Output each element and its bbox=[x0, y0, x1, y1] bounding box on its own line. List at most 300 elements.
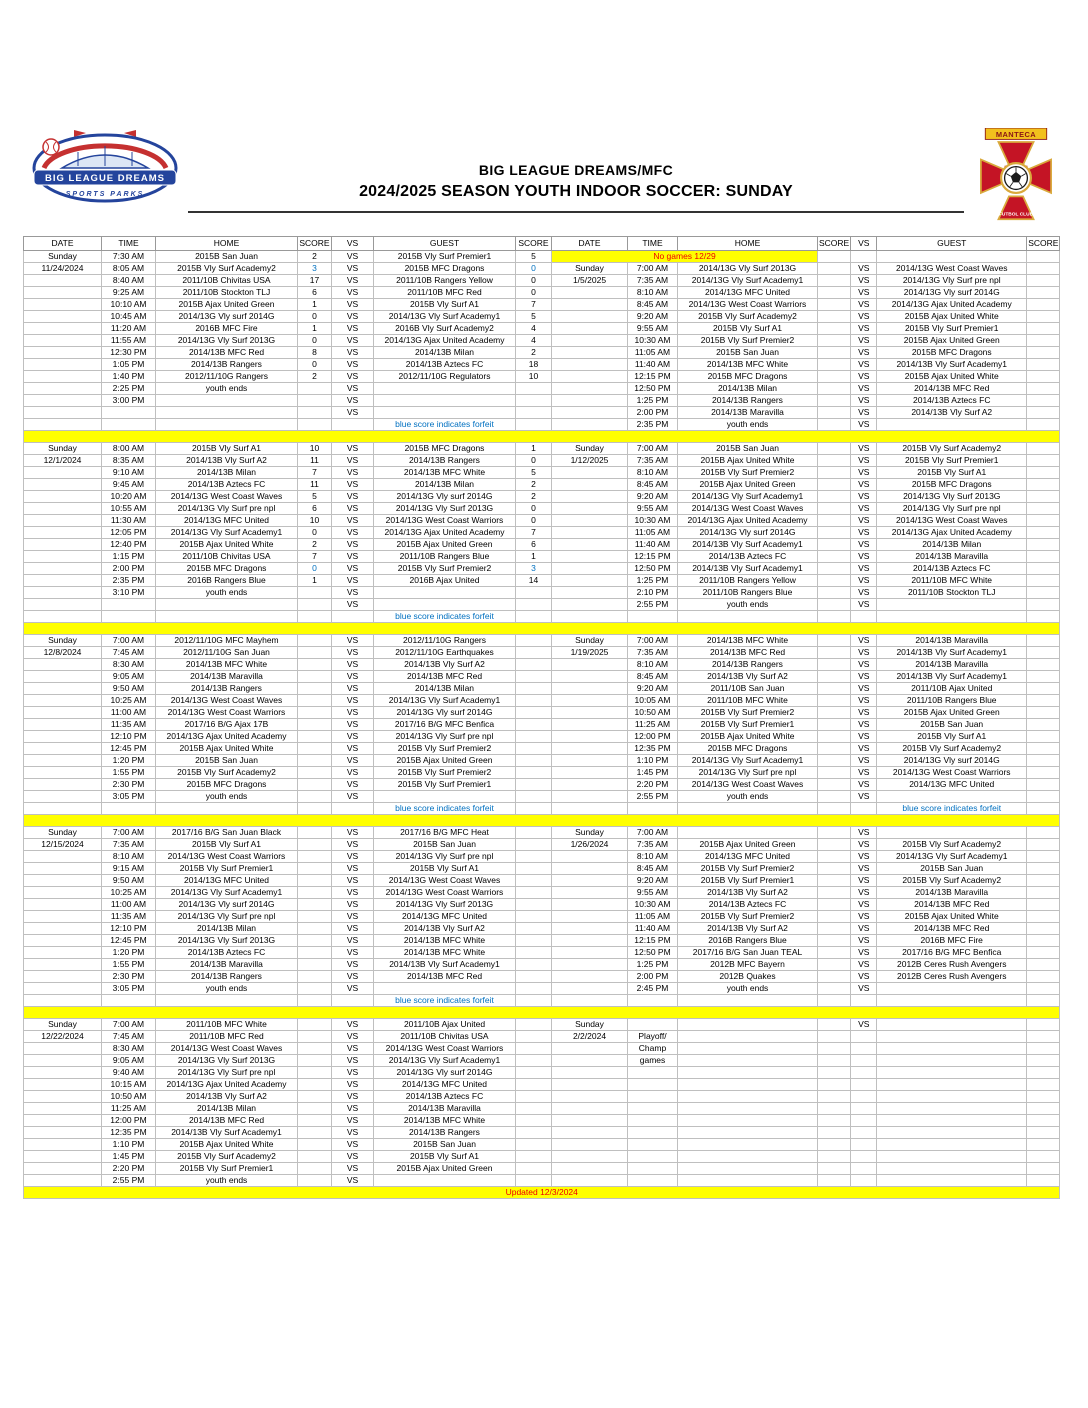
vs-cell: VS bbox=[851, 755, 877, 767]
schedule-row bbox=[24, 467, 1060, 479]
vs-cell: VS bbox=[851, 731, 877, 743]
vs-cell: VS bbox=[851, 779, 877, 791]
guest-cell bbox=[374, 599, 516, 611]
date-cell bbox=[24, 575, 102, 587]
home-score-cell bbox=[818, 995, 851, 1007]
vs-cell bbox=[851, 1091, 877, 1103]
date-cell: Sunday bbox=[24, 827, 102, 839]
time-cell: 1:40 PM bbox=[102, 371, 156, 383]
time-cell: 10:25 AM bbox=[102, 887, 156, 899]
vs-cell bbox=[851, 1139, 877, 1151]
home-score-cell: 10 bbox=[298, 515, 332, 527]
home-cell: 2015B Ajax United White bbox=[678, 455, 818, 467]
home-score-cell bbox=[298, 887, 332, 899]
time-cell: 10:20 AM bbox=[102, 491, 156, 503]
date-cell bbox=[24, 287, 102, 299]
vs-cell: VS bbox=[332, 635, 374, 647]
home-score-cell bbox=[298, 827, 332, 839]
date-cell bbox=[24, 695, 102, 707]
home-score-cell bbox=[818, 359, 851, 371]
home-score-cell bbox=[298, 875, 332, 887]
home-score-cell bbox=[818, 899, 851, 911]
guest-cell: 2011/10B Rangers Blue bbox=[877, 695, 1027, 707]
column-header: VS bbox=[851, 237, 877, 251]
time-cell bbox=[628, 1127, 678, 1139]
home-cell: 2015B Vly Surf Premier2 bbox=[678, 467, 818, 479]
schedule-row bbox=[24, 419, 1060, 431]
home-cell bbox=[678, 1055, 818, 1067]
time-cell: 8:10 AM bbox=[628, 659, 678, 671]
time-cell: 8:10 AM bbox=[628, 287, 678, 299]
date-cell bbox=[552, 923, 628, 935]
header-row bbox=[24, 237, 1060, 251]
guest-score-cell bbox=[1027, 359, 1060, 371]
vs-cell bbox=[851, 1115, 877, 1127]
guest-score-cell bbox=[1027, 335, 1060, 347]
home-score-cell bbox=[298, 635, 332, 647]
date-cell bbox=[552, 1079, 628, 1091]
guest-cell: 2015B Vly Surf A1 bbox=[877, 467, 1027, 479]
home-cell: 2014/13B Rangers bbox=[156, 971, 298, 983]
home-cell: 2014/13B MFC White bbox=[678, 635, 818, 647]
date-cell bbox=[24, 587, 102, 599]
home-cell: 2015B Vly Surf Premier1 bbox=[156, 1163, 298, 1175]
guest-cell: 2011/10B Ajax United bbox=[374, 1019, 516, 1031]
guest-score-cell bbox=[1027, 635, 1060, 647]
time-cell: 12:30 PM bbox=[102, 347, 156, 359]
guest-cell bbox=[877, 419, 1027, 431]
time-cell: 7:00 AM bbox=[628, 635, 678, 647]
date-cell bbox=[24, 491, 102, 503]
time-cell: 9:55 AM bbox=[628, 503, 678, 515]
home-score-cell bbox=[818, 1079, 851, 1091]
schedule-row bbox=[24, 767, 1060, 779]
vs-cell: VS bbox=[851, 491, 877, 503]
schedule-row bbox=[24, 743, 1060, 755]
home-cell: 2014/13B MFC Red bbox=[678, 647, 818, 659]
date-cell: Sunday bbox=[24, 443, 102, 455]
guest-cell: 2012B Ceres Rush Avengers bbox=[877, 971, 1027, 983]
guest-cell: 2015B MFC Dragons bbox=[374, 443, 516, 455]
time-cell: 2:55 PM bbox=[628, 791, 678, 803]
guest-cell: 2017/16 B/G MFC Benfica bbox=[374, 719, 516, 731]
date-cell bbox=[24, 719, 102, 731]
home-score-cell bbox=[818, 1067, 851, 1079]
date-cell bbox=[24, 419, 102, 431]
home-cell: 2017/16 B/G San Juan Black bbox=[156, 827, 298, 839]
home-score-cell bbox=[818, 719, 851, 731]
guest-score-cell bbox=[1027, 1115, 1060, 1127]
home-score-cell bbox=[818, 983, 851, 995]
guest-cell: 2014/13B Aztecs FC bbox=[877, 563, 1027, 575]
youth-ends-cell: youth ends bbox=[156, 587, 298, 599]
guest-score-cell: 2 bbox=[516, 347, 552, 359]
schedule-row bbox=[24, 287, 1060, 299]
guest-cell: 2011/10B Rangers Blue bbox=[374, 551, 516, 563]
guest-score-cell: 0 bbox=[516, 503, 552, 515]
date-cell bbox=[24, 599, 102, 611]
vs-cell: VS bbox=[851, 827, 877, 839]
vs-cell: VS bbox=[851, 1019, 877, 1031]
guest-score-cell bbox=[516, 1163, 552, 1175]
time-cell: 8:30 AM bbox=[102, 1043, 156, 1055]
column-header: SCORE bbox=[818, 237, 851, 251]
guest-score-cell bbox=[1027, 983, 1060, 995]
vs-cell: VS bbox=[332, 527, 374, 539]
date-cell bbox=[24, 683, 102, 695]
guest-cell: 2015B San Juan bbox=[374, 1139, 516, 1151]
time-cell: 10:50 AM bbox=[628, 707, 678, 719]
home-cell bbox=[156, 803, 298, 815]
date-cell bbox=[24, 707, 102, 719]
column-header: SCORE bbox=[1027, 237, 1060, 251]
date-cell bbox=[552, 515, 628, 527]
vs-cell: VS bbox=[332, 311, 374, 323]
guest-cell bbox=[877, 251, 1027, 263]
guest-cell: 2014/13B MFC White bbox=[374, 467, 516, 479]
separator-row bbox=[24, 815, 1060, 827]
date-cell bbox=[552, 755, 628, 767]
home-score-cell bbox=[818, 1127, 851, 1139]
home-cell: 2014/13G West Coast Waves bbox=[156, 1043, 298, 1055]
guest-cell: 2015B Vly Surf Academy2 bbox=[877, 839, 1027, 851]
guest-score-cell bbox=[516, 791, 552, 803]
time-cell: 12:15 PM bbox=[628, 551, 678, 563]
time-cell: 9:05 AM bbox=[102, 1055, 156, 1067]
date-cell bbox=[24, 731, 102, 743]
time-cell: 12:10 PM bbox=[102, 923, 156, 935]
guest-cell: 2014/13B Vly Surf A2 bbox=[374, 659, 516, 671]
vs-cell: VS bbox=[851, 983, 877, 995]
home-cell: 2015B Ajax United White bbox=[156, 743, 298, 755]
vs-cell bbox=[851, 1079, 877, 1091]
date-cell bbox=[24, 479, 102, 491]
schedule-row bbox=[24, 899, 1060, 911]
guest-cell: 2016B Ajax United bbox=[374, 575, 516, 587]
time-cell: 7:45 AM bbox=[102, 647, 156, 659]
date-cell bbox=[24, 311, 102, 323]
schedule-row bbox=[24, 887, 1060, 899]
date-cell bbox=[552, 959, 628, 971]
home-cell: 2014/13B Rangers bbox=[156, 683, 298, 695]
time-cell bbox=[628, 803, 678, 815]
home-cell: 2014/13B Aztecs FC bbox=[678, 899, 818, 911]
youth-ends-cell: youth ends bbox=[156, 383, 298, 395]
time-cell: 9:10 AM bbox=[102, 467, 156, 479]
home-score-cell bbox=[818, 599, 851, 611]
date-cell bbox=[24, 899, 102, 911]
vs-cell: VS bbox=[851, 419, 877, 431]
home-score-cell bbox=[818, 923, 851, 935]
schedule-row bbox=[24, 839, 1060, 851]
guest-cell: 2014/13G Ajax United Academy bbox=[877, 527, 1027, 539]
date-cell bbox=[552, 611, 628, 623]
vs-cell bbox=[851, 1103, 877, 1115]
home-cell: 2016B Rangers Blue bbox=[156, 575, 298, 587]
schedule-row bbox=[24, 1067, 1060, 1079]
guest-cell: 2014/13B Milan bbox=[374, 479, 516, 491]
home-score-cell bbox=[818, 395, 851, 407]
date-cell bbox=[552, 599, 628, 611]
guest-cell: 2014/13G Vly surf 2014G bbox=[374, 1067, 516, 1079]
date-cell bbox=[552, 419, 628, 431]
updated-note: Updated 12/3/2024 bbox=[24, 1187, 1060, 1199]
guest-cell: 2014/13G West Coast Warriors bbox=[374, 887, 516, 899]
guest-score-cell bbox=[516, 803, 552, 815]
home-score-cell bbox=[298, 1031, 332, 1043]
guest-score-cell: 5 bbox=[516, 251, 552, 263]
date-cell bbox=[24, 971, 102, 983]
guest-cell: 2014/13G Vly Surf pre npl bbox=[374, 731, 516, 743]
home-cell: 2014/13G Vly surf 2014G bbox=[678, 527, 818, 539]
guest-score-cell: 1 bbox=[516, 443, 552, 455]
date-cell bbox=[552, 863, 628, 875]
baseball-icon bbox=[43, 139, 59, 155]
home-cell: 2012B MFC Bayern bbox=[678, 959, 818, 971]
guest-score-cell bbox=[1027, 755, 1060, 767]
date-cell bbox=[24, 791, 102, 803]
schedule-row bbox=[24, 875, 1060, 887]
guest-cell bbox=[374, 983, 516, 995]
guest-score-cell bbox=[516, 827, 552, 839]
vs-cell: VS bbox=[332, 1127, 374, 1139]
guest-score-cell bbox=[516, 875, 552, 887]
home-score-cell bbox=[818, 971, 851, 983]
date-cell bbox=[24, 1067, 102, 1079]
vs-cell bbox=[851, 1151, 877, 1163]
home-cell: 2014/13G West Coast Warriors bbox=[156, 851, 298, 863]
date-cell: 12/22/2024 bbox=[24, 1031, 102, 1043]
time-cell: 2:20 PM bbox=[628, 779, 678, 791]
home-cell: 2014/13G Vly Surf pre npl bbox=[156, 1067, 298, 1079]
guest-score-cell bbox=[1027, 527, 1060, 539]
home-cell: 2011/10B Stockton TLJ bbox=[156, 287, 298, 299]
home-score-cell bbox=[818, 779, 851, 791]
guest-score-cell bbox=[1027, 323, 1060, 335]
vs-cell: VS bbox=[332, 983, 374, 995]
guest-score-cell bbox=[1027, 827, 1060, 839]
guest-score-cell bbox=[1027, 887, 1060, 899]
home-score-cell bbox=[298, 1079, 332, 1091]
date-cell: Sunday bbox=[552, 635, 628, 647]
guest-cell: 2015B Ajax United Green bbox=[877, 707, 1027, 719]
home-cell: 2015B Vly Surf A1 bbox=[156, 443, 298, 455]
guest-score-cell bbox=[516, 647, 552, 659]
time-cell: 2:45 PM bbox=[628, 983, 678, 995]
home-score-cell bbox=[818, 1091, 851, 1103]
home-score-cell bbox=[298, 755, 332, 767]
home-cell: 2015B Ajax United Green bbox=[156, 299, 298, 311]
schedule-row bbox=[24, 851, 1060, 863]
guest-cell bbox=[374, 407, 516, 419]
home-score-cell bbox=[818, 1043, 851, 1055]
time-cell: 11:00 AM bbox=[102, 707, 156, 719]
home-score-cell bbox=[298, 1067, 332, 1079]
date-cell bbox=[552, 311, 628, 323]
guest-cell: 2014/13G Vly Surf 2013G bbox=[374, 503, 516, 515]
time-cell: 7:30 AM bbox=[102, 251, 156, 263]
home-cell: 2015B Vly Surf Premier2 bbox=[678, 707, 818, 719]
guest-cell bbox=[374, 395, 516, 407]
vs-cell: VS bbox=[851, 743, 877, 755]
guest-score-cell bbox=[516, 863, 552, 875]
vs-cell: VS bbox=[332, 479, 374, 491]
home-score-cell bbox=[818, 455, 851, 467]
guest-cell bbox=[877, 1151, 1027, 1163]
guest-cell bbox=[877, 995, 1027, 1007]
guest-score-cell bbox=[1027, 1079, 1060, 1091]
vs-cell: VS bbox=[851, 851, 877, 863]
time-cell: 7:35 AM bbox=[628, 455, 678, 467]
guest-score-cell bbox=[1027, 995, 1060, 1007]
guest-cell: 2015B Vly Surf Premier2 bbox=[374, 743, 516, 755]
guest-score-cell bbox=[516, 1091, 552, 1103]
date-cell bbox=[552, 1151, 628, 1163]
guest-score-cell bbox=[1027, 587, 1060, 599]
guest-cell: 2014/13B Vly Surf A2 bbox=[877, 407, 1027, 419]
home-score-cell bbox=[818, 527, 851, 539]
guest-cell: 2014/13B MFC White bbox=[374, 935, 516, 947]
date-cell bbox=[24, 947, 102, 959]
guest-score-cell bbox=[516, 995, 552, 1007]
time-cell: 12:15 PM bbox=[628, 935, 678, 947]
home-cell: 2015B Vly Surf Premier1 bbox=[156, 863, 298, 875]
guest-cell: 2014/13G West Coast Waves bbox=[877, 515, 1027, 527]
guest-cell: 2015B Ajax United White bbox=[877, 911, 1027, 923]
home-score-cell bbox=[298, 719, 332, 731]
date-cell bbox=[24, 323, 102, 335]
guest-cell: 2017/16 B/G MFC Heat bbox=[374, 827, 516, 839]
guest-cell: 2014/13B MFC Red bbox=[374, 671, 516, 683]
date-cell: 12/8/2024 bbox=[24, 647, 102, 659]
schedule-row bbox=[24, 371, 1060, 383]
home-cell: 2014/13B Aztecs FC bbox=[678, 551, 818, 563]
vs-cell: VS bbox=[851, 287, 877, 299]
guest-cell: 2015B Ajax United Green bbox=[374, 539, 516, 551]
home-cell: 2016B Rangers Blue bbox=[678, 935, 818, 947]
time-cell: 12:45 PM bbox=[102, 935, 156, 947]
time-cell: 1:15 PM bbox=[102, 551, 156, 563]
guest-score-cell bbox=[1027, 563, 1060, 575]
guest-cell bbox=[877, 1127, 1027, 1139]
date-cell bbox=[24, 335, 102, 347]
date-cell: Sunday bbox=[24, 251, 102, 263]
guest-score-cell bbox=[516, 1103, 552, 1115]
vs-cell: VS bbox=[332, 959, 374, 971]
guest-score-cell bbox=[516, 587, 552, 599]
guest-cell: 2015B Vly Surf Academy2 bbox=[877, 743, 1027, 755]
date-cell bbox=[24, 1115, 102, 1127]
vs-cell: VS bbox=[332, 887, 374, 899]
home-score-cell bbox=[298, 899, 332, 911]
home-cell: 2014/13B MFC Red bbox=[156, 347, 298, 359]
vs-cell bbox=[851, 251, 877, 263]
guest-score-cell: 10 bbox=[516, 371, 552, 383]
home-score-cell bbox=[298, 383, 332, 395]
guest-cell: 2014/13B Vly Surf Academy1 bbox=[374, 959, 516, 971]
guest-score-cell bbox=[1027, 923, 1060, 935]
guest-score-cell bbox=[516, 1055, 552, 1067]
schedule-row bbox=[24, 1175, 1060, 1187]
time-cell: 12:10 PM bbox=[102, 731, 156, 743]
guest-score-cell: 2 bbox=[516, 479, 552, 491]
date-cell: 12/1/2024 bbox=[24, 455, 102, 467]
home-score-cell: 3 bbox=[298, 263, 332, 275]
column-header: TIME bbox=[102, 237, 156, 251]
time-cell bbox=[628, 1067, 678, 1079]
time-cell: 1:10 PM bbox=[628, 755, 678, 767]
home-cell: 2014/13G Ajax United Academy bbox=[678, 515, 818, 527]
vs-cell: VS bbox=[332, 491, 374, 503]
guest-cell: 2016B Vly Surf Academy2 bbox=[374, 323, 516, 335]
guest-cell: 2014/13B Vly Surf Academy1 bbox=[877, 671, 1027, 683]
guest-score-cell bbox=[516, 959, 552, 971]
home-cell: 2014/13B Milan bbox=[156, 467, 298, 479]
vs-cell: VS bbox=[332, 599, 374, 611]
guest-score-cell bbox=[516, 887, 552, 899]
date-cell bbox=[24, 1139, 102, 1151]
schedule-row bbox=[24, 479, 1060, 491]
time-cell bbox=[628, 611, 678, 623]
vs-cell: VS bbox=[332, 263, 374, 275]
guest-cell: 2014/13G Vly Surf pre npl bbox=[877, 503, 1027, 515]
guest-score-cell bbox=[1027, 599, 1060, 611]
time-cell: 2:30 PM bbox=[102, 779, 156, 791]
guest-score-cell bbox=[1027, 803, 1060, 815]
guest-score-cell bbox=[516, 923, 552, 935]
time-cell: 2:10 PM bbox=[628, 587, 678, 599]
home-cell: 2015B Vly Surf Premier1 bbox=[678, 875, 818, 887]
time-cell: 10:30 AM bbox=[628, 515, 678, 527]
guest-cell bbox=[374, 383, 516, 395]
guest-score-cell bbox=[1027, 947, 1060, 959]
home-cell: 2014/13G West Coast Warriors bbox=[156, 707, 298, 719]
guest-cell: 2015B Vly Surf Premier1 bbox=[374, 779, 516, 791]
guest-cell bbox=[877, 1055, 1027, 1067]
time-cell: 7:35 AM bbox=[628, 647, 678, 659]
vs-cell: VS bbox=[851, 443, 877, 455]
time-cell: 1:25 PM bbox=[628, 575, 678, 587]
vs-cell: VS bbox=[332, 923, 374, 935]
guest-cell: 2014/13G Vly Surf Academy1 bbox=[877, 851, 1027, 863]
vs-cell: VS bbox=[851, 635, 877, 647]
home-score-cell: 7 bbox=[298, 551, 332, 563]
time-cell bbox=[628, 1091, 678, 1103]
date-cell bbox=[552, 935, 628, 947]
separator-band bbox=[24, 431, 1060, 443]
guest-cell: 2014/13B MFC Red bbox=[374, 971, 516, 983]
home-score-cell: 7 bbox=[298, 467, 332, 479]
time-cell: 1:10 PM bbox=[102, 1139, 156, 1151]
schedule-row bbox=[24, 575, 1060, 587]
date-cell bbox=[552, 575, 628, 587]
schedule-row bbox=[24, 671, 1060, 683]
time-cell bbox=[628, 1079, 678, 1091]
home-cell: 2014/13B MFC White bbox=[678, 359, 818, 371]
home-cell: 2014/13G Vly Surf 2013G bbox=[678, 263, 818, 275]
home-score-cell: 0 bbox=[298, 311, 332, 323]
vs-cell: VS bbox=[332, 575, 374, 587]
date-cell bbox=[24, 1079, 102, 1091]
forfeit-note: blue score indicates forfeit bbox=[374, 419, 516, 431]
date-cell bbox=[24, 515, 102, 527]
home-cell bbox=[678, 1091, 818, 1103]
guest-cell: 2014/13B Vly Surf A2 bbox=[374, 923, 516, 935]
schedule-row bbox=[24, 1091, 1060, 1103]
guest-score-cell bbox=[516, 407, 552, 419]
guest-cell bbox=[374, 791, 516, 803]
home-score-cell bbox=[818, 587, 851, 599]
